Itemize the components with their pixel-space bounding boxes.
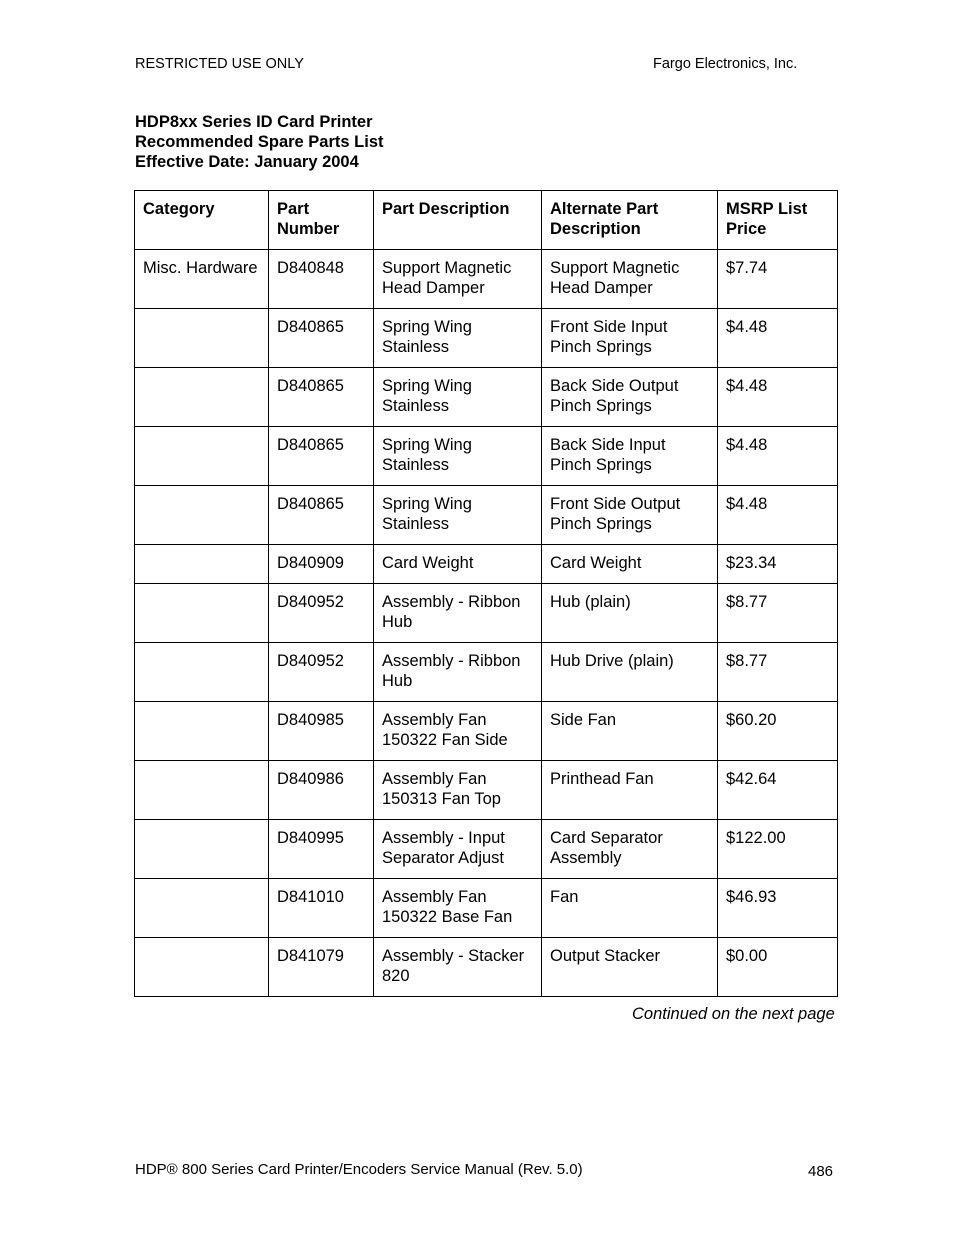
column-header-alternate-description: Alternate Part Description bbox=[542, 191, 718, 250]
column-header-category: Category bbox=[135, 191, 269, 250]
cell-price: $4.48 bbox=[718, 368, 838, 427]
cell-category bbox=[135, 545, 269, 584]
cell-part-number: D841010 bbox=[269, 879, 374, 938]
table-row bbox=[135, 643, 838, 702]
table-row bbox=[135, 427, 838, 486]
table-row bbox=[135, 879, 838, 938]
cell-part-number: D840865 bbox=[269, 486, 374, 545]
cell-alternate: Support Magnetic Head Damper bbox=[542, 250, 718, 309]
cell-part-number: D840848 bbox=[269, 250, 374, 309]
table-row bbox=[135, 309, 838, 368]
cell-description: Spring Wing Stainless bbox=[374, 427, 542, 486]
cell-price: $8.77 bbox=[718, 584, 838, 643]
cell-part-number: D840909 bbox=[269, 545, 374, 584]
cell-price: $4.48 bbox=[718, 486, 838, 545]
cell-alternate: Printhead Fan bbox=[542, 761, 718, 820]
cell-description: Assembly - Ribbon Hub bbox=[374, 643, 542, 702]
header-restricted-notice: RESTRICTED USE ONLY bbox=[135, 56, 304, 72]
cell-part-number: D840985 bbox=[269, 702, 374, 761]
column-header-part-description: Part Description bbox=[374, 191, 542, 250]
cell-alternate: Fan bbox=[542, 879, 718, 938]
cell-part-number: D840865 bbox=[269, 309, 374, 368]
cell-alternate: Back Side Output Pinch Springs bbox=[542, 368, 718, 427]
column-header-msrp-price: MSRP List Price bbox=[718, 191, 838, 250]
cell-description: Spring Wing Stainless bbox=[374, 368, 542, 427]
table-row bbox=[135, 938, 838, 997]
title-line-product: HDP8xx Series ID Card Printer bbox=[135, 113, 373, 131]
cell-part-number: D841079 bbox=[269, 938, 374, 997]
cell-part-number: D840865 bbox=[269, 427, 374, 486]
table-row bbox=[135, 820, 838, 879]
cell-part-number: D840986 bbox=[269, 761, 374, 820]
cell-category bbox=[135, 584, 269, 643]
cell-alternate: Side Fan bbox=[542, 702, 718, 761]
table-row bbox=[135, 702, 838, 761]
cell-alternate: Card Weight bbox=[542, 545, 718, 584]
cell-description: Spring Wing Stainless bbox=[374, 309, 542, 368]
cell-alternate: Output Stacker bbox=[542, 938, 718, 997]
cell-category bbox=[135, 879, 269, 938]
cell-price: $60.20 bbox=[718, 702, 838, 761]
cell-description: Assembly - Stacker 820 bbox=[374, 938, 542, 997]
cell-part-number: D840995 bbox=[269, 820, 374, 879]
cell-part-number: D840952 bbox=[269, 643, 374, 702]
table-row bbox=[135, 584, 838, 643]
page-number: 486 bbox=[808, 1163, 834, 1180]
cell-description: Card Weight bbox=[374, 545, 542, 584]
cell-category bbox=[135, 368, 269, 427]
table-row bbox=[135, 486, 838, 545]
cell-alternate: Card Separator Assembly bbox=[542, 820, 718, 879]
cell-part-number: D840952 bbox=[269, 584, 374, 643]
cell-price: $8.77 bbox=[718, 643, 838, 702]
cell-category bbox=[135, 309, 269, 368]
table-row bbox=[135, 368, 838, 427]
cell-category bbox=[135, 427, 269, 486]
cell-category bbox=[135, 938, 269, 997]
table-row bbox=[135, 545, 838, 584]
cell-price: $23.34 bbox=[718, 545, 838, 584]
table-row bbox=[135, 250, 838, 309]
cell-description: Support Magnetic Head Damper bbox=[374, 250, 542, 309]
footer-manual-title: HDP® 800 Series Card Printer/Encoders Service Manual (Rev. 5.0) bbox=[135, 1161, 583, 1178]
cell-alternate: Hub (plain) bbox=[542, 584, 718, 643]
title-line-effective-date: Effective Date: January 2004 bbox=[135, 153, 359, 171]
cell-category bbox=[135, 643, 269, 702]
title-line-list-name: Recommended Spare Parts List bbox=[135, 133, 384, 151]
continued-notice: Continued on the next page bbox=[632, 1005, 835, 1023]
cell-price: $7.74 bbox=[718, 250, 838, 309]
cell-description: Assembly - Ribbon Hub bbox=[374, 584, 542, 643]
cell-alternate: Hub Drive (plain) bbox=[542, 643, 718, 702]
cell-price: $4.48 bbox=[718, 427, 838, 486]
cell-description: Spring Wing Stainless bbox=[374, 486, 542, 545]
cell-part-number: D840865 bbox=[269, 368, 374, 427]
cell-price: $46.93 bbox=[718, 879, 838, 938]
table-header-row bbox=[135, 191, 838, 250]
spare-parts-table bbox=[134, 190, 838, 997]
cell-alternate: Back Side Input Pinch Springs bbox=[542, 427, 718, 486]
cell-price: $42.64 bbox=[718, 761, 838, 820]
cell-category bbox=[135, 761, 269, 820]
column-header-part-number: Part Number bbox=[269, 191, 374, 250]
cell-description: Assembly - Input Separator Adjust bbox=[374, 820, 542, 879]
cell-category bbox=[135, 820, 269, 879]
cell-category: Misc. Hardware bbox=[135, 250, 269, 309]
cell-description: Assembly Fan 150313 Fan Top bbox=[374, 761, 542, 820]
cell-category bbox=[135, 486, 269, 545]
cell-price: $122.00 bbox=[718, 820, 838, 879]
cell-price: $0.00 bbox=[718, 938, 838, 997]
cell-alternate: Front Side Input Pinch Springs bbox=[542, 309, 718, 368]
cell-description: Assembly Fan 150322 Fan Side bbox=[374, 702, 542, 761]
table-row bbox=[135, 761, 838, 820]
header-company-name: Fargo Electronics, Inc. bbox=[653, 56, 798, 72]
cell-alternate: Front Side Output Pinch Springs bbox=[542, 486, 718, 545]
cell-category bbox=[135, 702, 269, 761]
cell-description: Assembly Fan 150322 Base Fan bbox=[374, 879, 542, 938]
cell-price: $4.48 bbox=[718, 309, 838, 368]
document-title bbox=[135, 112, 384, 172]
